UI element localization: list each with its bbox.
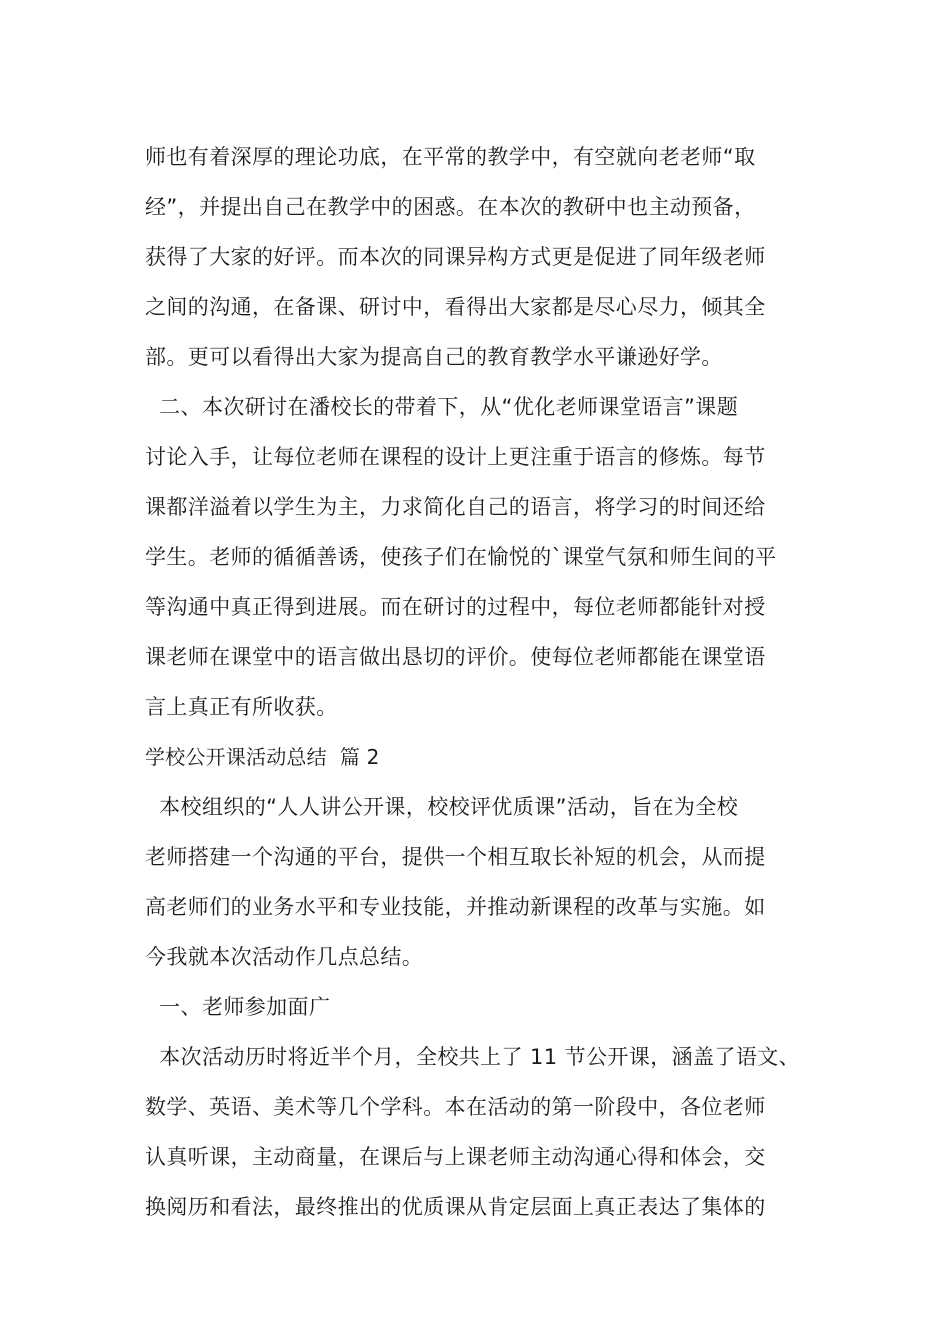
text-line: 之间的沟通，在备课、研讨中，看得出大家都是尽心尽力，倾其全: [145, 295, 766, 319]
text-line: 部。更可以看得出大家为提高自己的教育教学水平谦逊好学。: [145, 345, 723, 369]
text-line: 二、本次研讨在潘校长的带着下，从“优化老师课堂语言”课题: [145, 395, 739, 419]
subheading: 一、老师参加面广: [145, 995, 331, 1019]
document-body: [145, 132, 813, 1232]
text-line: 言上真正有所收获。: [145, 695, 338, 719]
text-line: 认真听课，主动商量，在课后与上课老师主动沟通心得和体会，交: [145, 1145, 766, 1169]
text-line: 师也有着深厚的理论功底，在平常的教学中，有空就向老老师“取: [145, 145, 756, 169]
text-line: 等沟通中真正得到进展。而在研讨的过程中，每位老师都能针对授: [145, 595, 766, 619]
text-line: 老师搭建一个沟通的平台，提供一个相互取长补短的机会，从而提: [145, 845, 766, 869]
text-line: 讨论入手，让每位老师在课程的设计上更注重于语言的修炼。每节: [145, 445, 766, 469]
text-line: 换阅历和看法，最终推出的优质课从肯定层面上真正表达了集体的: [145, 1195, 766, 1219]
text-line: 数学、英语、美术等几个学科。本在活动的第一阶段中，各位老师: [145, 1095, 766, 1119]
text-line: 课老师在课堂中的语言做出恳切的评价。使每位老师都能在课堂语: [145, 645, 766, 669]
text-line: 今我就本次活动作几点总结。: [145, 945, 424, 969]
text-line: 学生。老师的循循善诱，使孩子们在愉悦的`课堂气氛和师生间的平: [145, 545, 777, 569]
text-line: 经”，并提出自己在教学中的困惑。在本次的教研中也主动预备，: [145, 195, 756, 219]
section-heading: 学校公开课活动总结 篇 2: [145, 745, 380, 769]
text-line: 获得了大家的好评。而本次的同课异构方式更是促进了同年级老师: [145, 245, 766, 269]
text-line: 课都洋溢着以学生为主，力求简化自己的语言，将学习的时间还给: [145, 495, 766, 519]
text-line: 本次活动历时将近半个月，全校共上了 11 节公开课，涵盖了语文、: [145, 1045, 801, 1069]
text-line: 高老师们的业务水平和专业技能，并推动新课程的改革与实施。如: [145, 895, 766, 919]
text-line: 本校组织的“人人讲公开课，校校评优质课”活动，旨在为全校: [145, 795, 739, 819]
